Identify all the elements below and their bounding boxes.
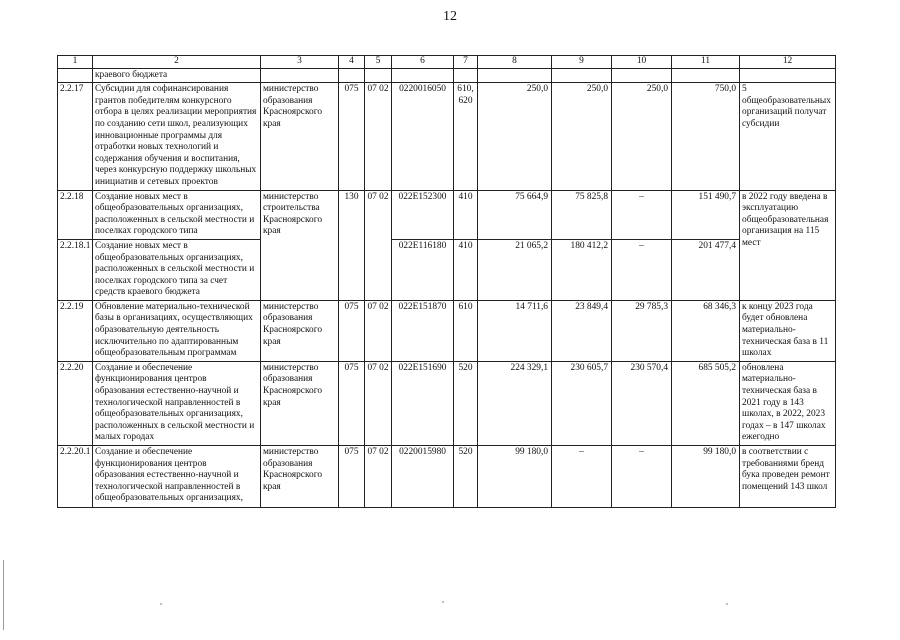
header-row xyxy=(58,56,836,69)
cell-rzpr: 07 02 xyxy=(365,83,392,190)
cell-num: 2.2.20.1 xyxy=(58,446,93,508)
cell-name: Создание и обеспечение функционирования центров образования естественно-научной и технологической направленностей в общеобразовательных организациях, расположенных в сельской местности и малых городах xyxy=(93,361,261,445)
scan-edge-mark xyxy=(3,560,4,630)
cell-result: 5 общеобразовательных организаций получат субсидии xyxy=(740,83,836,190)
cell-year2: 75 825,8 xyxy=(552,190,612,239)
cell-year1: 21 065,2 xyxy=(478,239,552,300)
col-header: 1 xyxy=(58,56,93,69)
col-header: 12 xyxy=(740,56,836,69)
cell-name: Создание новых мест в общеобразовательных организациях, расположенных в сельской местности и поселках городского типа за счет средств краевого бюджета xyxy=(93,239,261,300)
col-header: 2 xyxy=(93,56,261,69)
cell-num: 2.2.17 xyxy=(58,83,93,190)
cell-grbs: 075 xyxy=(339,83,365,190)
cell-csr: 022E151870 xyxy=(392,300,454,361)
col-header: 8 xyxy=(478,56,552,69)
col-header: 10 xyxy=(612,56,672,69)
cell-total: 68 346,3 xyxy=(672,300,740,361)
cell-year1: 250,0 xyxy=(478,83,552,190)
col-header: 5 xyxy=(365,56,392,69)
cell-num: 2.2.18.1 xyxy=(58,239,93,300)
cell-year3: 250,0 xyxy=(612,83,672,190)
cell-year2: 180 412,2 xyxy=(552,239,612,300)
cell-csr: 022E116180 xyxy=(392,239,454,300)
cell-grbs: 075 xyxy=(339,446,365,508)
cell-num: 2.2.20 xyxy=(58,361,93,445)
table-row xyxy=(58,239,836,300)
scan-speck xyxy=(442,601,444,603)
col-header: 3 xyxy=(261,56,339,69)
cell-year2: – xyxy=(552,446,612,508)
page-number: 12 xyxy=(443,9,457,24)
budget-table xyxy=(57,55,836,508)
cell-total: 750,0 xyxy=(672,83,740,190)
cell-num: 2.2.19 xyxy=(58,300,93,361)
cell-year1: 14 711,6 xyxy=(478,300,552,361)
cell-vr: 410 xyxy=(454,239,478,300)
cell-vr: 410 xyxy=(454,190,478,239)
cell-agency: министерство строительства Красноярского края xyxy=(261,190,339,300)
cell-grbs: 130 xyxy=(339,190,365,300)
cell-agency: министерство образования Красноярского края xyxy=(261,300,339,361)
cell-year3: – xyxy=(612,190,672,239)
cell-year3: – xyxy=(612,239,672,300)
table-row xyxy=(58,361,836,445)
col-header: 4 xyxy=(339,56,365,69)
table-row xyxy=(58,300,836,361)
cell-vr: 610 xyxy=(454,300,478,361)
table-row xyxy=(58,68,836,83)
cell-result: в соответствии с требованиями бренд бука проведен ремонт помещений 143 школ xyxy=(740,446,836,508)
cell-year3: 29 785,3 xyxy=(612,300,672,361)
cell-agency: министерство образования Красноярского края xyxy=(261,446,339,508)
cell-result: в 2022 году введена в эксплуатацию общеобразовательная организация на 115 мест xyxy=(740,190,836,300)
cell-rzpr: 07 02 xyxy=(365,300,392,361)
col-header: 6 xyxy=(392,56,454,69)
cell-year2: 23 849,4 xyxy=(552,300,612,361)
cell-rzpr: 07 02 xyxy=(365,361,392,445)
cell-agency: министерство образования Красноярского края xyxy=(261,361,339,445)
cell-year1: 99 180,0 xyxy=(478,446,552,508)
cell-year3: 230 570,4 xyxy=(612,361,672,445)
table-row xyxy=(58,446,836,508)
col-header: 9 xyxy=(552,56,612,69)
scan-speck xyxy=(160,603,162,605)
cell-year1: 75 664,9 xyxy=(478,190,552,239)
cell-vr: 610, 620 xyxy=(454,83,478,190)
cell-grbs: 075 xyxy=(339,361,365,445)
table-row xyxy=(58,190,836,239)
cell-year1: 224 329,1 xyxy=(478,361,552,445)
cell-grbs: 075 xyxy=(339,300,365,361)
cell-rzpr: 07 02 xyxy=(365,446,392,508)
cell-total: 201 477,4 xyxy=(672,239,740,300)
cell-year3: – xyxy=(612,446,672,508)
cell-year2: 230 605,7 xyxy=(552,361,612,445)
table-row xyxy=(58,83,836,190)
cell-vr: 520 xyxy=(454,446,478,508)
scan-speck xyxy=(726,603,728,605)
cell-csr: 0220015980 xyxy=(392,446,454,508)
col-header: 11 xyxy=(672,56,740,69)
cell-csr: 022E152300 xyxy=(392,190,454,239)
cell-agency: министерство образования Красноярского края xyxy=(261,83,339,190)
cell-total: 99 180,0 xyxy=(672,446,740,508)
cell-num: 2.2.18 xyxy=(58,190,93,239)
cell-total: 151 490,7 xyxy=(672,190,740,239)
cell-total: 685 505,2 xyxy=(672,361,740,445)
cell-result: обновлена материально-техническая база в 2021 году в 143 школах, в 2022, 2023 годах – в 147 школах ежегодно xyxy=(740,361,836,445)
cell-name: Субсидии для софинансирования грантов победителям конкурсного отбора в целях реализации мероприятия по созданию сети школ, реализующих инновационные программы для отработки новых технологий и содержания обучения и воспитания, через конкурсную поддержку школьных инициатив и сетевых проектов xyxy=(93,83,261,190)
cell-csr: 0220016050 xyxy=(392,83,454,190)
cell-result: к концу 2023 года будет обновлена материально-техническая база в 11 школах xyxy=(740,300,836,361)
cell-year2: 250,0 xyxy=(552,83,612,190)
cell-name: Создание новых мест в общеобразовательных организациях, расположенных в сельской местности и поселках городского типа xyxy=(93,190,261,239)
col-header: 7 xyxy=(454,56,478,69)
cell-vr: 520 xyxy=(454,361,478,445)
cell-rzpr: 07 02 xyxy=(365,190,392,300)
cell-csr: 022E151690 xyxy=(392,361,454,445)
cell-name: краевого бюджета xyxy=(93,68,261,83)
cell-name: Создание и обеспечение функционирования центров образования естественно-научной и технологической направленностей в общеобразовательных организациях, xyxy=(93,446,261,508)
cell-name: Обновление материально-технической базы в организациях, осуществляющих образовательную деятельность исключительно по адаптированным общеобразовательным программам xyxy=(93,300,261,361)
